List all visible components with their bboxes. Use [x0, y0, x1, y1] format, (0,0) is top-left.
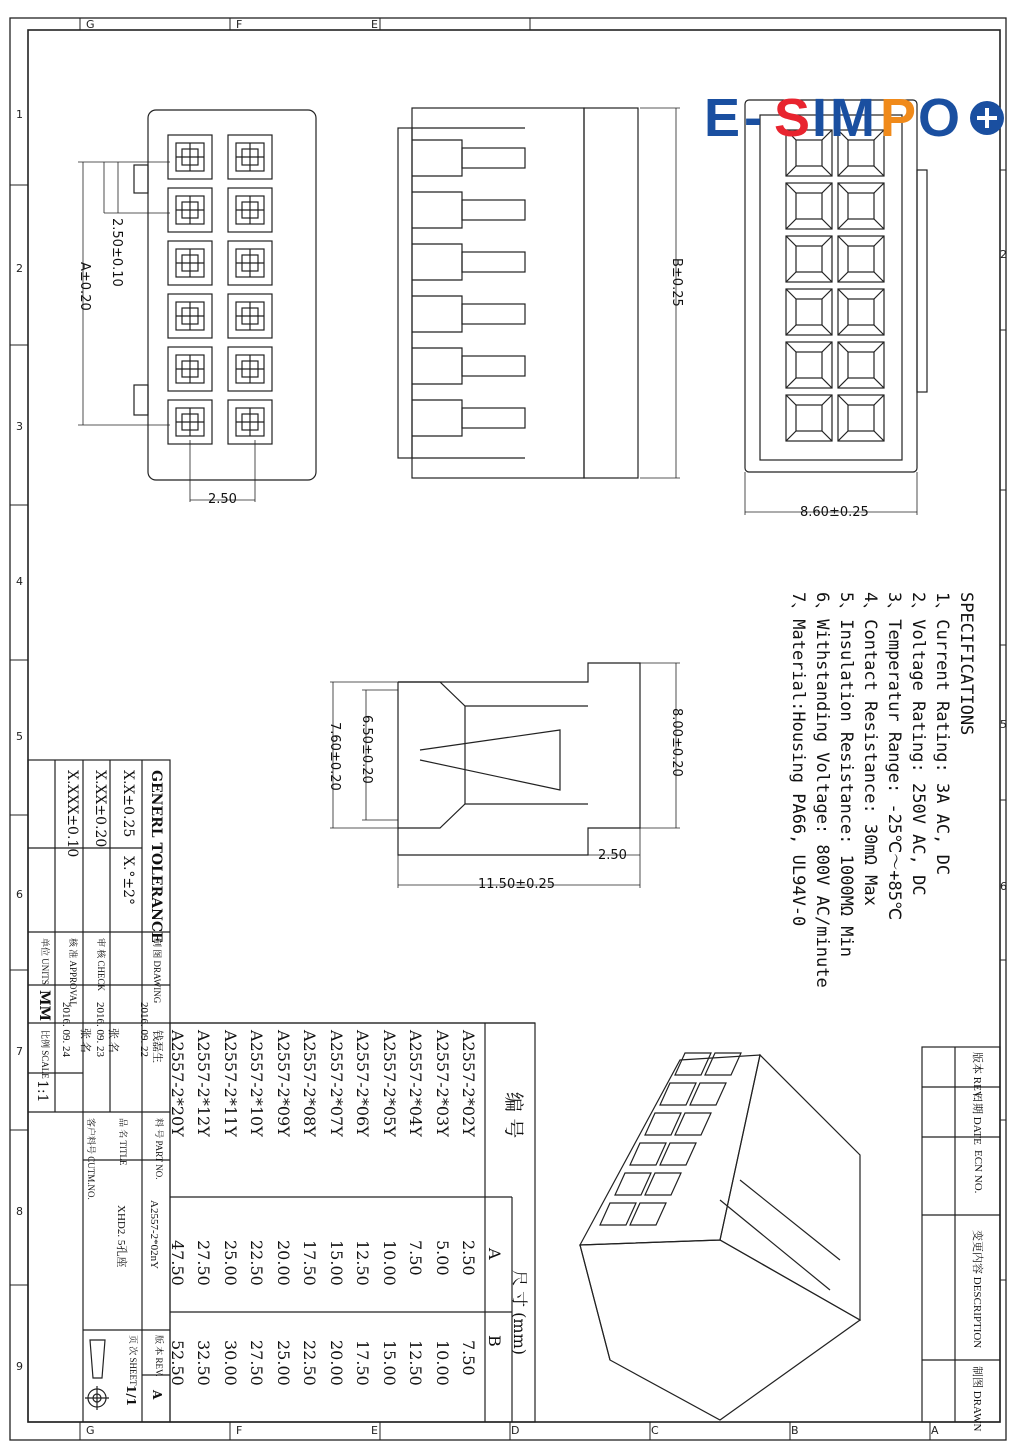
- zone-number-6-right: 6: [1000, 880, 1007, 893]
- parts-cell-a: 12.50: [353, 1240, 372, 1286]
- svg-text:O: O: [918, 88, 961, 146]
- zone-number-5: 5: [16, 730, 23, 743]
- zone-letter-c: C: [651, 1424, 659, 1437]
- spec-item-7: 7、Material:Housing PA66, UL94V-0: [788, 592, 808, 927]
- parts-col-b: B: [485, 1335, 504, 1347]
- parts-cell-b: 7.50: [459, 1340, 478, 1376]
- zone-letter-g-bottom: G: [86, 1424, 95, 1437]
- parts-cell-b: 52.50: [167, 1340, 187, 1386]
- parts-cell-part: A2557-2*11Y: [220, 1030, 240, 1137]
- svg-text:E: E: [704, 88, 741, 146]
- parts-cell-part: A2557-2*05Y: [379, 1030, 399, 1137]
- svg-text:S: S: [774, 88, 811, 146]
- parts-cell-b: 30.00: [220, 1340, 240, 1386]
- parts-cell-part: A2557-2*02Y: [459, 1030, 478, 1137]
- zone-number-5-right: 5: [1000, 718, 1007, 731]
- zone-letter-d: D: [511, 1424, 520, 1437]
- parts-cell-a: 7.50: [406, 1240, 425, 1276]
- parts-cell-a: 5.00: [432, 1240, 452, 1276]
- zone-number-2: 2: [16, 262, 23, 275]
- rev-header-description: 变更内容 DESCRIPTION: [971, 1230, 983, 1349]
- zone-letter-f: F: [236, 18, 243, 31]
- parts-cell-b: 32.50: [194, 1340, 213, 1386]
- svg-text:I: I: [812, 88, 828, 146]
- parts-header-number: 编 号: [502, 1092, 526, 1139]
- check-label: 审 核 CHECK: [96, 938, 106, 992]
- parts-header-size: 尺 寸 (mm): [510, 1270, 529, 1356]
- dim-pitch-top: 2.50±0.10: [109, 218, 124, 287]
- tolerance-title: GENERL TOLERANCE: [148, 770, 164, 943]
- parts-cell-a: 20.00: [273, 1240, 293, 1286]
- parts-cell-part: A2557-2*20Y: [167, 1030, 187, 1137]
- checker-name: 张 名: [107, 1028, 119, 1053]
- spec-item-3: 3、Temperatur Range: -25℃～+85℃: [884, 592, 904, 921]
- rev-label: 版 本 REV.: [154, 1335, 164, 1377]
- svg-text:P: P: [880, 88, 917, 146]
- approver-name: 张 名: [79, 1028, 91, 1053]
- parts-cell-a: 2.50: [459, 1240, 478, 1276]
- end-view: [745, 100, 927, 515]
- zone-letter-g: G: [86, 18, 95, 31]
- front-view: [398, 108, 680, 478]
- parts-cell-b: 27.50: [247, 1340, 266, 1386]
- zone-letter-b: B: [791, 1424, 799, 1437]
- specifications-block: [786, 592, 978, 988]
- spec-item-1: 1、Current Rating: 3A AC, DC: [932, 592, 952, 876]
- part-no-label: 料 号 PART NO.: [154, 1118, 164, 1180]
- parts-cell-a: 22.50: [247, 1240, 266, 1286]
- parts-cell-part: A2557-2*09Y: [273, 1030, 293, 1137]
- parts-cell-a: 47.50: [167, 1240, 187, 1286]
- title-label: 品 名 TITLE: [118, 1118, 128, 1166]
- approval-date: 2016. 09. 24: [60, 1002, 72, 1057]
- parts-cell-b: 10.00: [432, 1340, 452, 1386]
- parts-cell-part: A2557-2*10Y: [247, 1030, 266, 1137]
- dim-a: A±0.20: [77, 262, 92, 311]
- parts-cell-b: 17.50: [353, 1340, 372, 1386]
- title-value: XHD2. 5孔座: [115, 1205, 127, 1268]
- drawing-label: 制 图 DRAWING: [152, 938, 162, 1004]
- isometric-view: [580, 1053, 860, 1420]
- sheet-value: 1/1: [124, 1385, 138, 1407]
- drawing-date: 2016. 09. 22: [138, 1002, 150, 1057]
- spec-item-4: 4、Contact Resistance: 30mΩ Max: [860, 592, 880, 906]
- rev-value: A: [150, 1390, 164, 1400]
- zone-letter-e: E: [371, 18, 378, 31]
- zone-number-6: 6: [16, 888, 23, 901]
- esimpo-logo: [704, 86, 1009, 146]
- zone-number-3: 3: [16, 420, 23, 433]
- part-no-value: A2557-2*02nY: [148, 1200, 160, 1270]
- parts-cell-b: 22.50: [300, 1340, 319, 1386]
- svg-text:-: -: [744, 88, 762, 146]
- rev-header-rev: 版本 REV.: [971, 1052, 983, 1101]
- units-label: 单位 UNITS: [40, 938, 50, 985]
- zone-letter-a: A: [931, 1424, 939, 1437]
- zone-number-1: 1: [16, 108, 23, 121]
- dim-side-pitch: 2.50: [598, 848, 627, 863]
- spec-item-6: 6、Withstanding Voltage: 800V AC/minute: [812, 592, 832, 988]
- rev-header-drawn: 制图 DRAWN: [971, 1366, 983, 1432]
- dim-length: 11.50±0.25: [478, 877, 556, 892]
- parts-cell-part: A2557-2*04Y: [406, 1030, 425, 1137]
- parts-cell-b: 12.50: [406, 1340, 425, 1386]
- drawer-name: 钱磊生: [151, 1030, 163, 1063]
- dim-outer-height: 7.60±0.20: [327, 722, 342, 791]
- parts-cell-part: A2557-2*03Y: [432, 1030, 452, 1137]
- zone-letter-f-bottom: F: [236, 1424, 243, 1437]
- parts-col-a: A: [485, 1248, 504, 1260]
- side-view: [330, 663, 680, 888]
- zone-number-4: 4: [16, 575, 23, 588]
- top-view: [78, 110, 316, 502]
- tolerance-x-xx: X.XX±0.20: [92, 770, 108, 848]
- parts-cell-b: 15.00: [379, 1340, 399, 1386]
- zone-number-2-right: 2: [1000, 248, 1007, 261]
- cust-label: 客户料号 CUTM.NO.: [86, 1118, 96, 1200]
- tolerance-angle: X.°±2°: [120, 856, 136, 906]
- zone-number-7: 7: [16, 1045, 23, 1058]
- svg-text:M: M: [830, 88, 875, 146]
- parts-cell-part: A2557-2*12Y: [194, 1030, 213, 1137]
- zone-number-8: 8: [16, 1205, 23, 1218]
- spec-item-2: 2、Voltage Rating: 250V AC, DC: [908, 592, 928, 896]
- sheet-label: 页 次 SHEET: [128, 1335, 138, 1386]
- zone-letter-e-bottom: E: [371, 1424, 378, 1437]
- dim-pitch-bottom: 2.50: [208, 492, 237, 507]
- parts-cell-part: A2557-2*07Y: [326, 1030, 346, 1137]
- rev-header-ecn: ECN NO.: [972, 1150, 984, 1194]
- approval-label: 核 准 APPROVAL: [68, 938, 78, 1007]
- parts-cell-b: 20.00: [326, 1340, 346, 1386]
- parts-cell-b: 25.00: [273, 1340, 293, 1386]
- tolerance-x-xxx: X.XXX±0.10: [64, 770, 80, 858]
- parts-cell-a: 10.00: [379, 1240, 399, 1286]
- parts-cell-a: 25.00: [220, 1240, 240, 1286]
- dim-width: 8.60±0.25: [800, 505, 869, 520]
- scale-label: 比例 SCALE: [40, 1030, 50, 1079]
- spec-item-5: 5、Insulation Resistance: 1000MΩ Min: [836, 592, 856, 957]
- tolerance-x-x: X.X±0.25: [120, 770, 136, 838]
- specifications-title: SPECIFICATIONS: [956, 592, 976, 736]
- parts-cell-a: 17.50: [300, 1240, 319, 1286]
- parts-cell-part: A2557-2*06Y: [353, 1030, 372, 1137]
- dim-b: B±0.25: [669, 258, 684, 307]
- parts-cell-a: 15.00: [326, 1240, 346, 1286]
- units-value: MM: [36, 990, 52, 1021]
- scale-value: 1:1: [34, 1080, 50, 1103]
- parts-cell-part: A2557-2*08Y: [300, 1030, 319, 1137]
- check-date: 2016. 09. 23: [94, 1002, 106, 1057]
- zone-number-9: 9: [16, 1360, 23, 1373]
- dim-height-total: 8.00±0.20: [669, 708, 684, 777]
- rev-header-date: 日期 DATE: [971, 1092, 983, 1145]
- dim-inner-height: 6.50±0.20: [359, 715, 374, 784]
- parts-cell-a: 27.50: [194, 1240, 213, 1286]
